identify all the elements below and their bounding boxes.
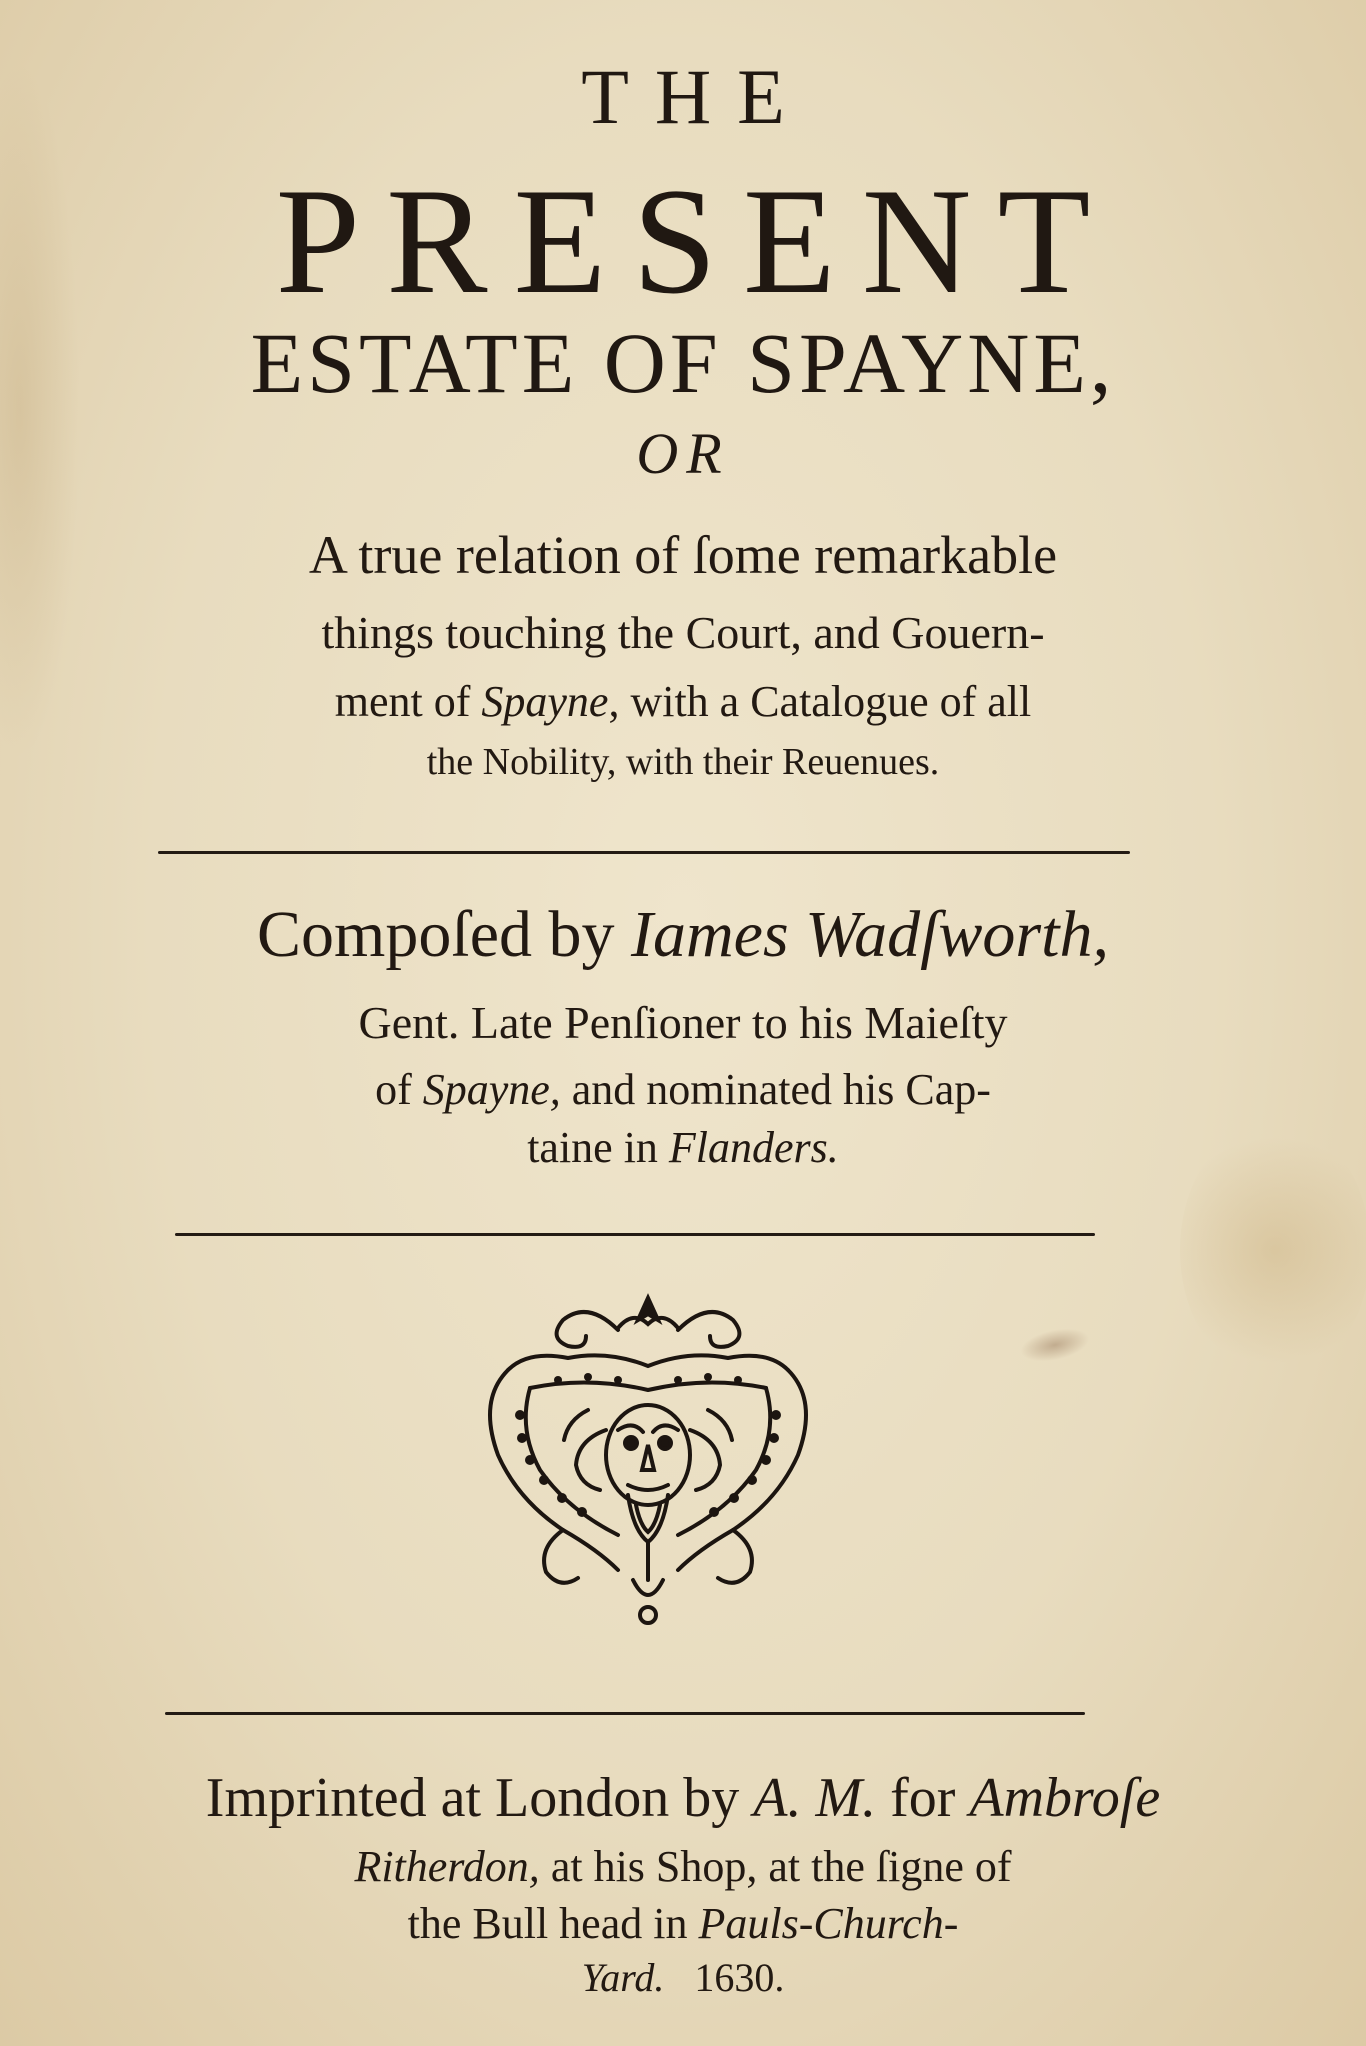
bookseller-surname: Ritherdon, [354,1842,540,1891]
imprint-line-1: Imprinted at London by A. M. for Ambroſe [205,1767,1161,1829]
imprint-line-3: the Bull head in Pauls-Church- [407,1899,959,1948]
title-estate-of-spayne: ESTATE OF SPAYNE, [250,315,1116,411]
title-the: THE [581,53,811,140]
imprint-line-2: Ritherdon, at his Shop, at the ſigne of [354,1842,1012,1891]
ink-blot [1018,1323,1093,1367]
place-name: Flanders. [668,1123,839,1172]
description-line-2: things touching the Court, and Gouern- [321,607,1045,658]
author-line-3: of Spayne, and nominated his Cap- [375,1065,991,1114]
title-or: OR [636,421,730,486]
place-name: Yard. [581,1955,665,2000]
bookseller-name: Ambroſe [969,1767,1161,1829]
author-line-1: Compoſed by Iames Wadſworth, [257,898,1109,971]
author-line-2: Gent. Late Penſioner to his Maieſty [358,997,1008,1048]
divider-rule [165,1712,1085,1715]
imprint-line-4 [0,1955,1366,2000]
divider-rule [175,1233,1095,1236]
printers-device-icon [468,1280,828,1640]
publication-year: 1630. [694,1955,785,2000]
divider-rule [158,851,1130,854]
title-present: PRESENT [275,157,1117,325]
place-name: Pauls-Church- [698,1899,959,1948]
place-name: Spayne [481,677,609,726]
place-name: Spayne, [422,1065,561,1114]
description-line-3: ment of Spayne, with a Catalogue of all [334,677,1032,726]
printer-initials: A. M. [753,1767,877,1829]
description-line-1: A true relation of ſome remarkable [308,525,1058,585]
author-line-4: taine in Flanders. [527,1123,839,1172]
author-name: Iames Wadſworth, [631,898,1109,971]
description-line-4: the Nobility, with their Reuenues. [426,741,940,783]
